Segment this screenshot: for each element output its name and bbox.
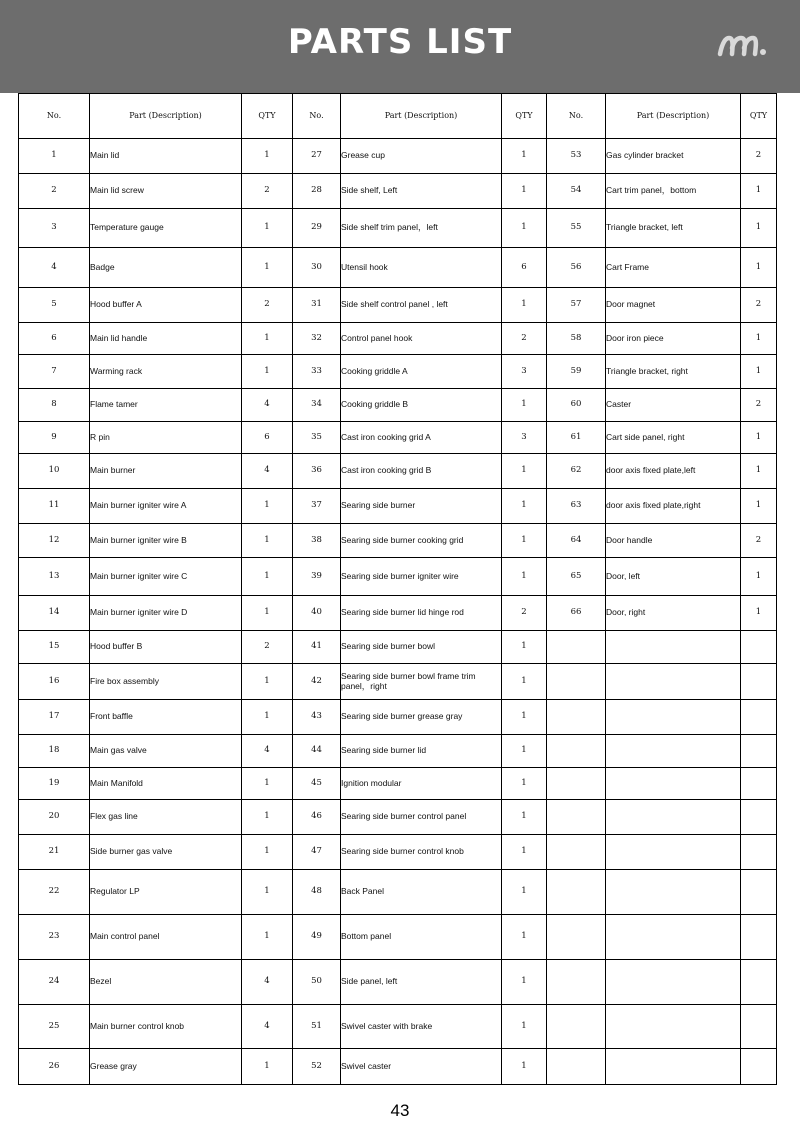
- part-number-cell: 39: [293, 558, 341, 596]
- part-description-cell: [606, 960, 741, 1005]
- part-description-cell: R pin: [90, 422, 242, 454]
- table-row: [19, 454, 777, 489]
- part-number-cell: 12: [19, 524, 90, 558]
- page-title: PARTS LIST: [287, 22, 513, 62]
- part-number-cell: 34: [293, 389, 341, 422]
- part-qty-cell: 1: [242, 524, 293, 558]
- table-row: [19, 700, 777, 735]
- part-description-cell: Searing side burner igniter wire: [341, 558, 502, 596]
- part-description-cell: Main Manifold: [90, 768, 242, 800]
- part-qty-cell: [741, 915, 777, 960]
- table-row: [19, 558, 777, 596]
- part-description-cell: Bezel: [90, 960, 242, 1005]
- part-qty-cell: 1: [502, 454, 547, 489]
- part-number-cell: 27: [293, 139, 341, 174]
- table-row: [19, 139, 777, 174]
- part-number-cell: 38: [293, 524, 341, 558]
- part-description-cell: Gas cylinder bracket: [606, 139, 741, 174]
- table-row: [19, 323, 777, 355]
- part-qty-cell: 1: [242, 323, 293, 355]
- part-description-cell: [606, 735, 741, 768]
- part-description-cell: Cart Frame: [606, 248, 741, 288]
- part-number-cell: 53: [547, 139, 606, 174]
- part-qty-cell: 1: [502, 870, 547, 915]
- parts-table: [18, 93, 777, 1085]
- part-qty-cell: [741, 700, 777, 735]
- part-qty-cell: 1: [502, 1005, 547, 1049]
- part-description-cell: Main burner: [90, 454, 242, 489]
- part-number-cell: 23: [19, 915, 90, 960]
- part-description-cell: Searing side burner bowl: [341, 631, 502, 664]
- part-qty-cell: 1: [242, 700, 293, 735]
- header-part-description: Part (Description): [606, 94, 741, 139]
- part-qty-cell: 1: [502, 915, 547, 960]
- part-qty-cell: 1: [502, 489, 547, 524]
- table-row: [19, 596, 777, 631]
- table-row: [19, 735, 777, 768]
- header-no: No.: [547, 94, 606, 139]
- table-row: [19, 664, 777, 700]
- brand-m-logo-icon: [716, 30, 768, 58]
- header-no: No.: [293, 94, 341, 139]
- part-number-cell: 7: [19, 355, 90, 389]
- part-number-cell: 8: [19, 389, 90, 422]
- part-description-cell: Grease cup: [341, 139, 502, 174]
- part-description-cell: Swivel caster: [341, 1049, 502, 1085]
- table-row: [19, 288, 777, 323]
- part-description-cell: Main burner igniter wire A: [90, 489, 242, 524]
- part-qty-cell: 1: [502, 800, 547, 835]
- part-description-cell: Cast iron cooking grid B: [341, 454, 502, 489]
- part-qty-cell: 1: [741, 596, 777, 631]
- part-number-cell: [547, 960, 606, 1005]
- part-qty-cell: 1: [502, 835, 547, 870]
- part-number-cell: 56: [547, 248, 606, 288]
- part-qty-cell: 2: [502, 596, 547, 631]
- part-qty-cell: 2: [741, 524, 777, 558]
- table-row: [19, 174, 777, 209]
- part-description-cell: [606, 1049, 741, 1085]
- part-number-cell: 66: [547, 596, 606, 631]
- part-number-cell: 33: [293, 355, 341, 389]
- part-number-cell: 57: [547, 288, 606, 323]
- part-number-cell: 36: [293, 454, 341, 489]
- part-qty-cell: [741, 835, 777, 870]
- part-number-cell: 40: [293, 596, 341, 631]
- part-number-cell: 55: [547, 209, 606, 248]
- table-row: [19, 389, 777, 422]
- part-number-cell: 43: [293, 700, 341, 735]
- part-number-cell: 50: [293, 960, 341, 1005]
- part-qty-cell: 1: [502, 389, 547, 422]
- part-qty-cell: 4: [242, 735, 293, 768]
- part-description-cell: Side burner gas valve: [90, 835, 242, 870]
- part-qty-cell: 1: [242, 139, 293, 174]
- part-qty-cell: 1: [242, 870, 293, 915]
- part-qty-cell: 1: [502, 960, 547, 1005]
- part-qty-cell: 1: [242, 768, 293, 800]
- table-row: [19, 768, 777, 800]
- part-number-cell: [547, 870, 606, 915]
- part-description-cell: Flex gas line: [90, 800, 242, 835]
- part-description-cell: Warming rack: [90, 355, 242, 389]
- part-qty-cell: 1: [242, 355, 293, 389]
- part-description-cell: Ignition modular: [341, 768, 502, 800]
- part-qty-cell: 1: [242, 1049, 293, 1085]
- part-description-cell: Searing side burner bowl frame trim panel，right: [341, 664, 502, 700]
- part-qty-cell: 1: [502, 524, 547, 558]
- part-number-cell: [547, 768, 606, 800]
- part-number-cell: 35: [293, 422, 341, 454]
- part-qty-cell: 1: [242, 489, 293, 524]
- part-qty-cell: 2: [741, 389, 777, 422]
- part-number-cell: 49: [293, 915, 341, 960]
- part-number-cell: 60: [547, 389, 606, 422]
- part-number-cell: 47: [293, 835, 341, 870]
- part-description-cell: Cooking griddle B: [341, 389, 502, 422]
- part-qty-cell: 1: [741, 489, 777, 524]
- part-number-cell: 26: [19, 1049, 90, 1085]
- part-qty-cell: 1: [741, 422, 777, 454]
- part-description-cell: Caster: [606, 389, 741, 422]
- part-qty-cell: 1: [502, 174, 547, 209]
- part-number-cell: [547, 664, 606, 700]
- part-qty-cell: 2: [502, 323, 547, 355]
- part-description-cell: [606, 870, 741, 915]
- part-qty-cell: 1: [502, 558, 547, 596]
- part-number-cell: 31: [293, 288, 341, 323]
- part-description-cell: Main burner control knob: [90, 1005, 242, 1049]
- part-number-cell: 32: [293, 323, 341, 355]
- part-number-cell: 46: [293, 800, 341, 835]
- table-row: [19, 524, 777, 558]
- part-number-cell: 5: [19, 288, 90, 323]
- part-qty-cell: 1: [741, 355, 777, 389]
- header-no: No.: [19, 94, 90, 139]
- table-row: [19, 800, 777, 835]
- part-number-cell: 51: [293, 1005, 341, 1049]
- part-number-cell: 63: [547, 489, 606, 524]
- part-number-cell: 9: [19, 422, 90, 454]
- part-qty-cell: 1: [242, 835, 293, 870]
- part-qty-cell: [741, 1005, 777, 1049]
- part-qty-cell: 2: [741, 139, 777, 174]
- table-header-row: [19, 94, 777, 139]
- part-description-cell: Searing side burner: [341, 489, 502, 524]
- part-description-cell: Searing side burner grease gray: [341, 700, 502, 735]
- part-qty-cell: 1: [242, 800, 293, 835]
- table-row: [19, 1005, 777, 1049]
- part-description-cell: Fire box assembly: [90, 664, 242, 700]
- part-description-cell: Regulator LP: [90, 870, 242, 915]
- part-number-cell: 21: [19, 835, 90, 870]
- part-qty-cell: 3: [502, 355, 547, 389]
- part-qty-cell: 1: [242, 596, 293, 631]
- part-number-cell: 19: [19, 768, 90, 800]
- part-qty-cell: 4: [242, 389, 293, 422]
- part-number-cell: 20: [19, 800, 90, 835]
- part-qty-cell: 2: [242, 174, 293, 209]
- part-description-cell: Cast iron cooking grid A: [341, 422, 502, 454]
- table-row: [19, 1049, 777, 1085]
- part-number-cell: 25: [19, 1005, 90, 1049]
- part-qty-cell: 1: [502, 1049, 547, 1085]
- part-number-cell: 48: [293, 870, 341, 915]
- part-qty-cell: 1: [242, 209, 293, 248]
- table-row: [19, 835, 777, 870]
- part-qty-cell: [741, 768, 777, 800]
- part-number-cell: 24: [19, 960, 90, 1005]
- table-row: [19, 870, 777, 915]
- part-qty-cell: [741, 800, 777, 835]
- part-description-cell: Searing side burner control knob: [341, 835, 502, 870]
- table-row: [19, 489, 777, 524]
- header-qty: QTY: [741, 94, 777, 139]
- part-number-cell: 65: [547, 558, 606, 596]
- part-qty-cell: 6: [242, 422, 293, 454]
- part-description-cell: Cart trim panel，bottom: [606, 174, 741, 209]
- part-number-cell: 14: [19, 596, 90, 631]
- part-description-cell: Triangle bracket, right: [606, 355, 741, 389]
- part-qty-cell: 2: [242, 631, 293, 664]
- part-description-cell: [606, 664, 741, 700]
- part-number-cell: 42: [293, 664, 341, 700]
- part-number-cell: 1: [19, 139, 90, 174]
- part-number-cell: 18: [19, 735, 90, 768]
- part-number-cell: 29: [293, 209, 341, 248]
- header-part-description: Part (Description): [341, 94, 502, 139]
- part-number-cell: 16: [19, 664, 90, 700]
- part-number-cell: 54: [547, 174, 606, 209]
- part-description-cell: Side shelf trim panel，left: [341, 209, 502, 248]
- part-qty-cell: 1: [502, 735, 547, 768]
- part-qty-cell: 1: [741, 454, 777, 489]
- part-qty-cell: 1: [741, 248, 777, 288]
- part-qty-cell: [741, 870, 777, 915]
- part-number-cell: [547, 1005, 606, 1049]
- part-qty-cell: 3: [502, 422, 547, 454]
- part-qty-cell: 1: [741, 209, 777, 248]
- header-part-description: Part (Description): [90, 94, 242, 139]
- part-description-cell: Triangle bracket, left: [606, 209, 741, 248]
- table-row: [19, 960, 777, 1005]
- part-description-cell: [606, 631, 741, 664]
- part-description-cell: Door iron piece: [606, 323, 741, 355]
- part-qty-cell: 1: [502, 768, 547, 800]
- part-description-cell: [606, 700, 741, 735]
- part-number-cell: [547, 915, 606, 960]
- part-description-cell: Swivel caster with brake: [341, 1005, 502, 1049]
- part-description-cell: Main lid handle: [90, 323, 242, 355]
- part-qty-cell: 1: [741, 174, 777, 209]
- part-number-cell: 52: [293, 1049, 341, 1085]
- table-row: [19, 915, 777, 960]
- part-description-cell: [606, 915, 741, 960]
- part-qty-cell: 1: [502, 288, 547, 323]
- part-description-cell: Main lid: [90, 139, 242, 174]
- part-number-cell: 61: [547, 422, 606, 454]
- part-description-cell: Side shelf, Left: [341, 174, 502, 209]
- table-row: [19, 422, 777, 454]
- part-number-cell: [547, 735, 606, 768]
- part-qty-cell: [741, 631, 777, 664]
- part-description-cell: Front baffle: [90, 700, 242, 735]
- part-number-cell: [547, 700, 606, 735]
- part-description-cell: door axis fixed plate,right: [606, 489, 741, 524]
- part-description-cell: Door, left: [606, 558, 741, 596]
- table-row: [19, 209, 777, 248]
- part-description-cell: Bottom panel: [341, 915, 502, 960]
- part-description-cell: Side panel, left: [341, 960, 502, 1005]
- part-description-cell: Back Panel: [341, 870, 502, 915]
- part-qty-cell: 1: [242, 664, 293, 700]
- part-description-cell: [606, 768, 741, 800]
- part-description-cell: Door, right: [606, 596, 741, 631]
- header-qty: QTY: [242, 94, 293, 139]
- part-qty-cell: [741, 664, 777, 700]
- part-number-cell: 37: [293, 489, 341, 524]
- part-number-cell: 6: [19, 323, 90, 355]
- part-description-cell: Main gas valve: [90, 735, 242, 768]
- part-qty-cell: 1: [502, 700, 547, 735]
- part-description-cell: [606, 1005, 741, 1049]
- part-number-cell: 2: [19, 174, 90, 209]
- part-description-cell: Main burner igniter wire D: [90, 596, 242, 631]
- part-qty-cell: 1: [242, 915, 293, 960]
- part-number-cell: 11: [19, 489, 90, 524]
- part-description-cell: Main burner igniter wire B: [90, 524, 242, 558]
- part-number-cell: 30: [293, 248, 341, 288]
- part-qty-cell: [741, 1049, 777, 1085]
- part-qty-cell: 1: [242, 248, 293, 288]
- part-description-cell: Utensil hook: [341, 248, 502, 288]
- part-description-cell: [606, 835, 741, 870]
- part-qty-cell: 1: [741, 558, 777, 596]
- part-qty-cell: 4: [242, 454, 293, 489]
- part-description-cell: door axis fixed plate,left: [606, 454, 741, 489]
- part-qty-cell: 1: [502, 631, 547, 664]
- part-number-cell: 4: [19, 248, 90, 288]
- part-description-cell: Hood buffer B: [90, 631, 242, 664]
- part-number-cell: 17: [19, 700, 90, 735]
- part-description-cell: Searing side burner lid hinge rod: [341, 596, 502, 631]
- part-qty-cell: 4: [242, 1005, 293, 1049]
- part-number-cell: 22: [19, 870, 90, 915]
- part-qty-cell: 1: [502, 664, 547, 700]
- part-qty-cell: 2: [741, 288, 777, 323]
- header-banner: [0, 0, 800, 93]
- part-number-cell: 41: [293, 631, 341, 664]
- part-qty-cell: 1: [502, 139, 547, 174]
- header-qty: QTY: [502, 94, 547, 139]
- part-description-cell: Door handle: [606, 524, 741, 558]
- part-number-cell: 13: [19, 558, 90, 596]
- part-qty-cell: 4: [242, 960, 293, 1005]
- part-qty-cell: [741, 960, 777, 1005]
- part-description-cell: Side shelf control panel , left: [341, 288, 502, 323]
- part-description-cell: Cart side panel, right: [606, 422, 741, 454]
- part-number-cell: [547, 631, 606, 664]
- table-row: [19, 355, 777, 389]
- part-qty-cell: 1: [502, 209, 547, 248]
- part-qty-cell: [741, 735, 777, 768]
- part-qty-cell: 2: [242, 288, 293, 323]
- part-number-cell: 45: [293, 768, 341, 800]
- part-description-cell: Flame tamer: [90, 389, 242, 422]
- part-number-cell: 15: [19, 631, 90, 664]
- part-description-cell: Searing side burner cooking grid: [341, 524, 502, 558]
- page-number: 43: [390, 1101, 410, 1120]
- part-description-cell: Cooking griddle A: [341, 355, 502, 389]
- table-row: [19, 248, 777, 288]
- part-description-cell: Searing side burner lid: [341, 735, 502, 768]
- part-number-cell: [547, 1049, 606, 1085]
- part-description-cell: Door magnet: [606, 288, 741, 323]
- part-number-cell: 10: [19, 454, 90, 489]
- part-number-cell: 44: [293, 735, 341, 768]
- part-description-cell: [606, 800, 741, 835]
- part-number-cell: 62: [547, 454, 606, 489]
- part-description-cell: Badge: [90, 248, 242, 288]
- part-number-cell: 64: [547, 524, 606, 558]
- part-number-cell: 59: [547, 355, 606, 389]
- part-description-cell: Temperature gauge: [90, 209, 242, 248]
- part-description-cell: Main control panel: [90, 915, 242, 960]
- part-qty-cell: 1: [242, 558, 293, 596]
- part-qty-cell: 6: [502, 248, 547, 288]
- table-row: [19, 631, 777, 664]
- part-number-cell: 28: [293, 174, 341, 209]
- part-description-cell: Hood buffer A: [90, 288, 242, 323]
- part-description-cell: Grease gray: [90, 1049, 242, 1085]
- part-number-cell: [547, 800, 606, 835]
- part-qty-cell: 1: [741, 323, 777, 355]
- part-description-cell: Main burner igniter wire C: [90, 558, 242, 596]
- part-description-cell: Main lid screw: [90, 174, 242, 209]
- part-description-cell: Control panel hook: [341, 323, 502, 355]
- part-number-cell: 58: [547, 323, 606, 355]
- part-number-cell: [547, 835, 606, 870]
- part-description-cell: Searing side burner control panel: [341, 800, 502, 835]
- part-number-cell: 3: [19, 209, 90, 248]
